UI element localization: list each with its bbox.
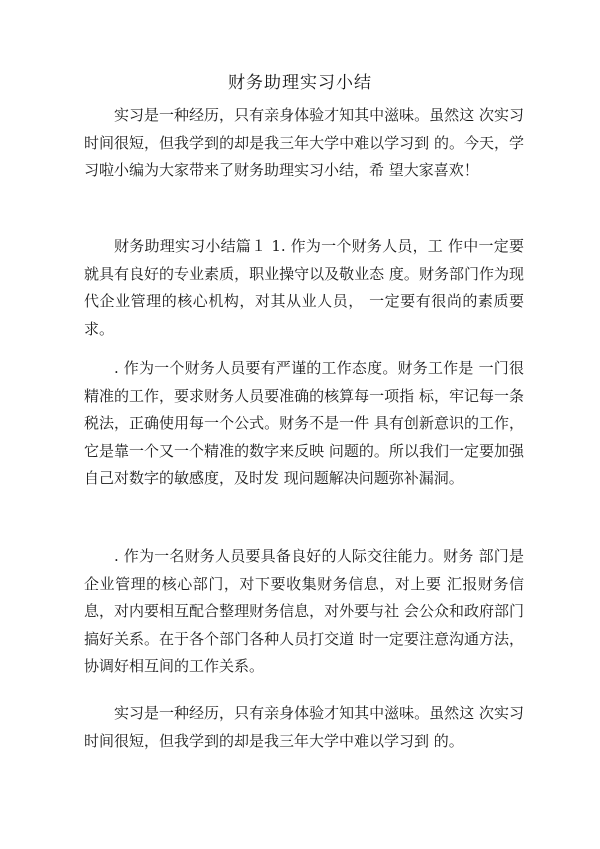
paragraph-rigorous-attitude: . 作为一个财务人员要有严谨的工作态度。财务工作是 一门很精准的工作，要求财务人员要准确的核算每一项指 标，牢记每一条税法，正确使用每一个公式。财务不是一件 具有创新意识的工作，它是靠一个又一个精准的数字来反映 问题的。所以我们一定要加强自己对数字的敏感度，及时发 现问题解决问题弥补漏洞。 — [84, 359, 524, 487]
paragraph-interpersonal-skills: . 作为一名财务人员要具备良好的人际交往能力。财务 部门是企业管理的核心部门，对下要收集财务信息，对上要 汇报财务信息，对内要相互配合整理财务信息，对外要与社 会公众和政府部门搞好关系。在于各个部门各种人员打交道 时一定要注意沟通方法，协调好相互间的工作关系。 — [84, 547, 524, 675]
paragraph-professional-quality: 财务助理实习小结篇１ 1. 作为一个财务人员，工 作中一定要就具有良好的专业素质，职业操守以及敬业态 度。财务部门作为现代企业管理的核心机构，对其从业人员， 一定要有很尚的素质要求。 — [84, 237, 524, 338]
paragraph-closing: 实习是一种经历，只有亲身体验才知其中滋味。虽然这 次实习时间很短，但我学到的却是我三年大学中难以学习到 的。 — [84, 704, 524, 750]
paragraph-intro: 实习是一种经历，只有亲身体验才知其中滋味。虽然这 次实习时间很短，但我学到的却是我三年大学中难以学习到 的。今天，学习啦小编为大家带来了财务助理实习小结，希 望大家喜欢！ — [84, 106, 524, 179]
document-title: 财务助理实习小结 — [228, 73, 372, 93]
